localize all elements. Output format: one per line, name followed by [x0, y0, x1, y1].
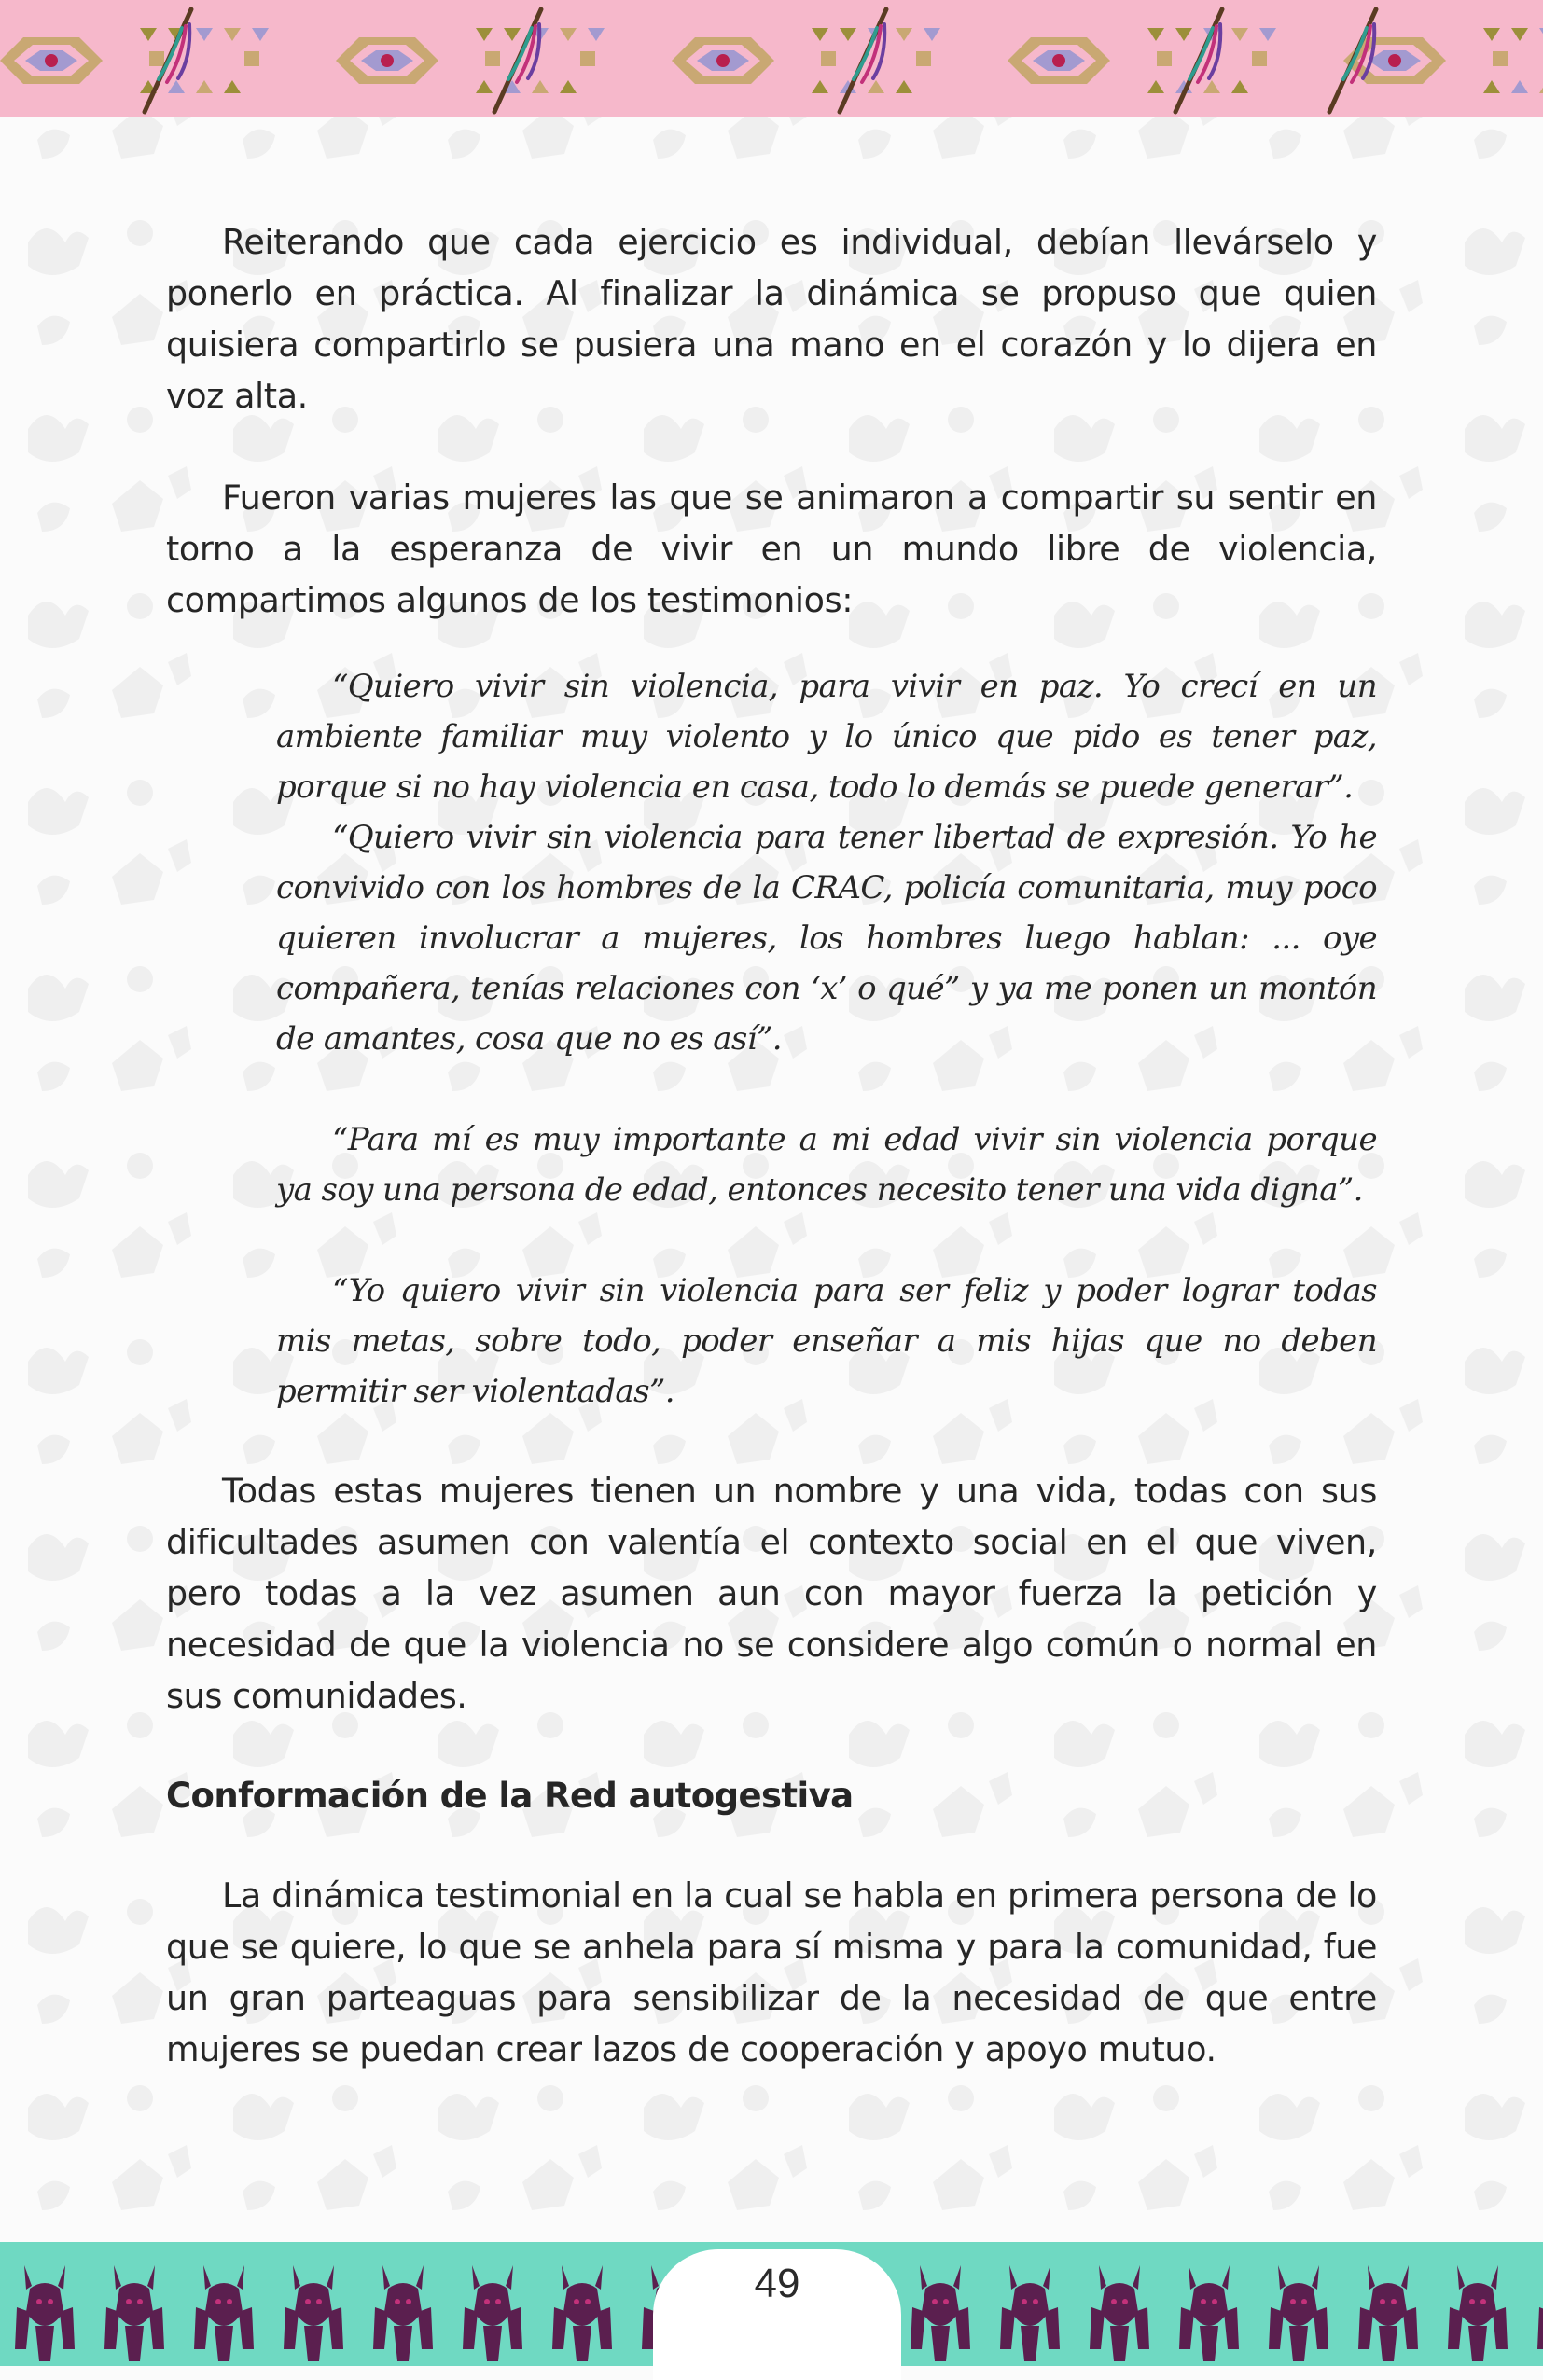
testimonial-quote-4: “Yo quiero vivir sin violencia para ser feliz y poder lograr todas mis metas, sobre todo, poder enseñar a mis hijas que no deben permitir ser violentadas”.: [276, 1272, 1377, 1410]
paragraph-1: Reiterando que cada ejercicio es individual, debían llevárselo y ponerlo en práctica. Al finalizar la dinámica se propuso que quien quisiera compartirlo se pusiera una mano en el corazón y lo dijera en voz alta.: [166, 222, 1377, 416]
page-content: [166, 216, 1377, 2075]
section-heading: Conformación de la Red autogestiva: [166, 1776, 854, 1816]
testimonial-quote-3: “Para mí es muy importante a mi edad vivir sin violencia porque ya soy una persona de edad, entonces necesito tener una vida digna”.: [276, 1121, 1377, 1209]
page-number: 49: [754, 2261, 800, 2306]
top-decorative-border: [0, 0, 1543, 117]
paragraph-3: Todas estas mujeres tienen un nombre y una vida, todas con sus dificultades asumen con valentía el contexto social en el que viven, pero todas a la vez asumen aun con mayor fuerza la petición y necesidad de que la violencia no se considere algo común o normal en sus comunidades.: [166, 1471, 1377, 1716]
testimonial-quote-1: “Quiero vivir sin violencia, para vivir en paz. Yo crecí en un ambiente familiar muy violento y lo único que pido es tener paz, porque si no hay violencia en casa, todo lo demás se puede generar”.: [276, 668, 1377, 806]
testimonial-quote-2: “Quiero vivir sin violencia para tener libertad de expresión. Yo he convivido con los hombres de la CRAC, policía comunitaria, muy poco quieren involucrar a mujeres, los hombres luego hablan: ... oye compañera, tenías relaciones con ‘x’ o qué” y ya me ponen un montón de amantes, cosa que no es así”.: [276, 819, 1377, 1058]
paragraph-2: Fueron varias mujeres las que se animaron a compartir su sentir en torno a la esperanza de vivir en un mundo libre de violencia, compartimos algunos de los testimonios:: [166, 477, 1377, 620]
paragraph-4: La dinámica testimonial en la cual se habla en primera persona de lo que se quiere, lo que se anhela para sí misma y para la comunidad, fue un gran parteaguas para sensibilizar de la necesidad de que entre mujeres se puedan crear lazos de cooperación y apoyo mutuo.: [166, 1875, 1377, 2069]
